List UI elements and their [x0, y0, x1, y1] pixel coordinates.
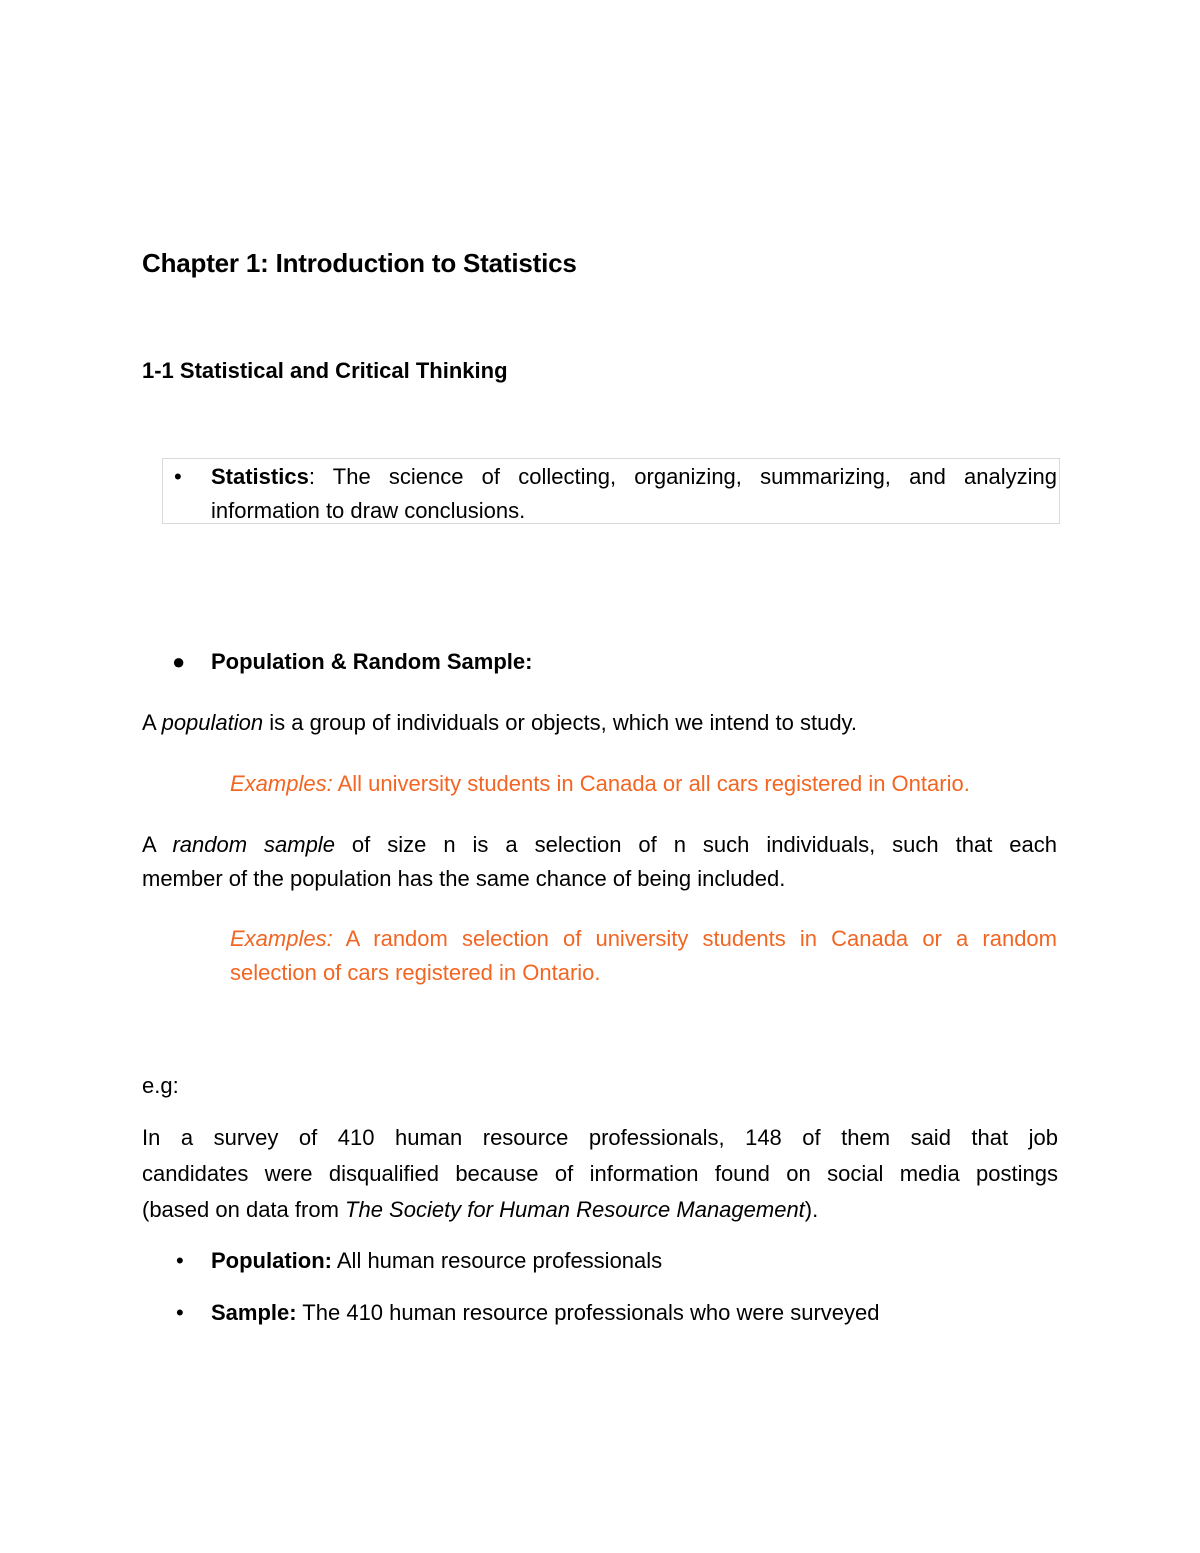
survey-line-1: In a survey of 410 human resource professionals, 148 of them said that job: [142, 1125, 1058, 1150]
bullet-icon: •: [174, 464, 182, 489]
bullet-icon: •: [176, 1300, 184, 1325]
definition-text-line-2: information to draw conclusions.: [211, 498, 526, 523]
eg-label: e.g:: [142, 1073, 179, 1098]
definition-text: [211, 460, 1057, 528]
survey-line-3-prefix: (based on data from: [142, 1197, 346, 1222]
definition-colon: :: [308, 464, 315, 489]
answer-sample-label: Sample:: [211, 1300, 297, 1325]
definition-text-line-1: The science of collecting, organizing, summarizing, and analyzing: [314, 464, 1057, 489]
sample-term: random sample: [172, 832, 335, 857]
survey-line-2: candidates were disqualified because of information found on social media postings: [142, 1161, 1058, 1186]
survey-line-3: [142, 1192, 1058, 1228]
sample-example: [230, 922, 1057, 990]
sample-paragraph: [142, 828, 1057, 896]
answer-sample-text: The 410 human resource professionals who were surveyed: [296, 1300, 880, 1325]
definition-term: Statistics: [211, 464, 309, 489]
sample-line-1-rest: of size n is a selection of n such individuals, such that each: [334, 832, 1057, 857]
bullet-icon: •: [176, 1248, 184, 1273]
survey-source: The Society for Human Resource Management: [345, 1197, 805, 1222]
sample-line-1: [142, 828, 1057, 862]
population-example-text: All university students in Canada or all cars registered in Ontario.: [332, 771, 970, 796]
sample-example-line-2: selection of cars registered in Ontario.: [230, 960, 601, 985]
population-example-label: Examples:: [230, 771, 333, 796]
answer-population: [211, 1244, 662, 1278]
population-example: [230, 767, 970, 801]
answer-sample: [211, 1296, 880, 1330]
answer-population-label: Population:: [211, 1248, 332, 1273]
section-title: 1-1 Statistical and Critical Thinking: [142, 358, 508, 383]
survey-paragraph: [142, 1120, 1058, 1228]
sample-example-line-1-rest: A random selection of university students in Canada or a random: [332, 926, 1057, 951]
population-heading: Population & Random Sample:: [211, 649, 533, 674]
population-prefix: A: [142, 710, 162, 735]
answer-population-text: All human resource professionals: [331, 1248, 663, 1273]
sample-prefix: A: [142, 832, 173, 857]
sample-example-label: Examples:: [230, 926, 333, 951]
definition-line-1: [211, 460, 1057, 494]
population-term: population: [161, 710, 264, 735]
sample-line-2: member of the population has the same chance of being included.: [142, 866, 786, 891]
population-paragraph: [142, 706, 857, 740]
bullet-icon: ●: [172, 649, 186, 674]
chapter-title: Chapter 1: Introduction to Statistics: [142, 248, 577, 278]
survey-line-3-suffix: ).: [804, 1197, 819, 1222]
sample-example-line-1: [230, 922, 1057, 956]
population-text: is a group of individuals or objects, which we intend to study.: [263, 710, 858, 735]
